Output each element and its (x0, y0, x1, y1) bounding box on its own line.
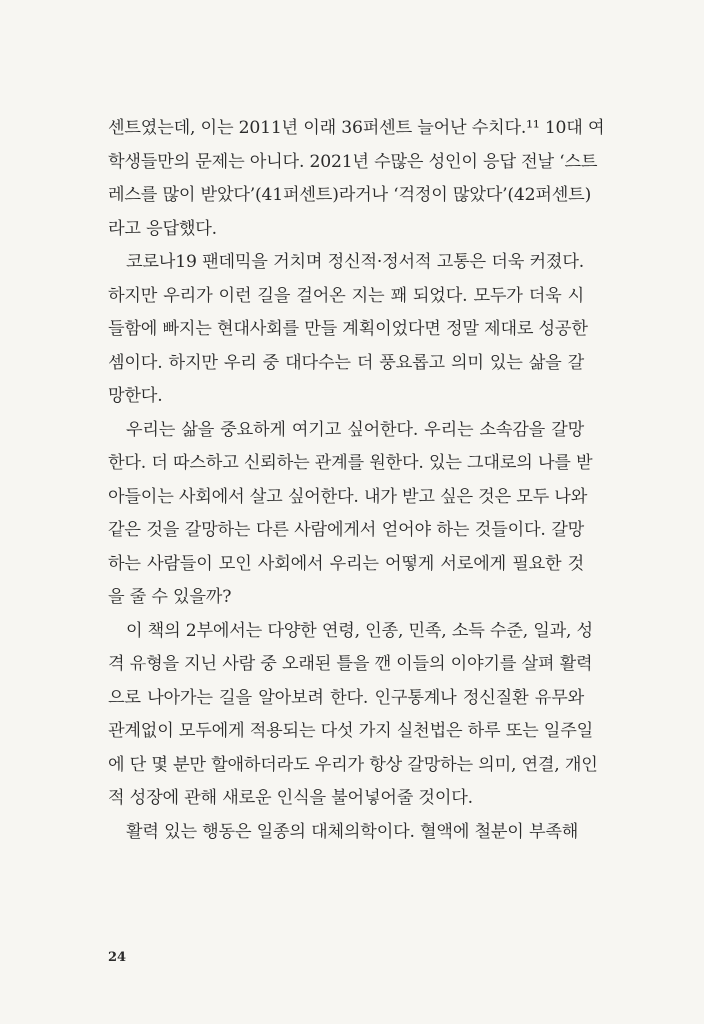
text-line: 하는 사람들이 모인 사회에서 우리는 어떻게 서로에게 필요한 것 (108, 553, 584, 574)
text-line: 이 책의 2부에서는 다양한 연령, 인종, 민족, 소득 수준, 일과, 성 (126, 620, 593, 641)
text-line: 우리는 삶을 중요하게 여기고 싶어한다. 우리는 소속감을 갈망 (126, 419, 584, 440)
page-number: 24 (108, 950, 127, 965)
text-line: 셈이다. 하지만 우리 중 대다수는 더 풍요롭고 의미 있는 삶을 갈 (108, 352, 584, 373)
text-line: 센트였는데, 이는 2011년 이래 36퍼센트 늘어난 수치다.¹¹ 10대 여 (108, 118, 605, 138)
text-line: 레스를 많이 받았다’(41퍼센트)라거나 ‘걱정이 많았다’(42퍼센트) (108, 185, 592, 205)
text-line: 하지만 우리가 이런 길을 걸어온 지는 꽤 되었다. 모두가 더욱 시 (108, 285, 584, 306)
text-line: 망한다. (108, 386, 163, 406)
text-line: 을 줄 수 있을까? (108, 587, 232, 607)
text-line: 학생들만의 문제는 아니다. 2021년 수많은 성인이 응답 전날 ‘스트 (108, 151, 598, 172)
text-line: 으로 나아가는 길을 알아보려 한다. 인구통계나 정신질환 유무와 (108, 687, 584, 708)
body-text (108, 112, 605, 849)
text-line: 들함에 빠지는 현대사회를 만들 계획이었다면 정말 제대로 성공한 (108, 319, 588, 339)
text-line: 관계없이 모두에게 적용되는 다섯 가지 실천법은 하루 또는 일주일 (108, 721, 593, 741)
text-line: 같은 것을 갈망하는 다른 사람에게서 얻어야 하는 것들이다. 갈망 (108, 520, 584, 540)
text-line: 아들이는 사회에서 살고 싶어한다. 내가 받고 싶은 것은 모두 나와 (108, 486, 588, 507)
text-line: 활력 있는 행동은 일종의 대체의학이다. 혈액에 철분이 부족해 (126, 821, 579, 842)
text-line: 라고 응답했다. (108, 218, 217, 239)
text-line: 한다. 더 따스하고 신뢰하는 관계를 원한다. 있는 그대로의 나를 받 (108, 453, 593, 473)
text-line: 적 성장에 관해 새로운 인식을 불어넣어줄 것이다. (108, 788, 473, 808)
text-line: 격 유형을 지닌 사람 중 오래된 틀을 깬 이들의 이야기를 살펴 활력 (108, 654, 593, 674)
text-line: 코로나19 팬데믹을 거치며 정신적·정서적 고통은 더욱 커졌다. (126, 252, 584, 272)
text-line: 에 단 몇 분만 할애하더라도 우리가 항상 갈망하는 의미, 연결, 개인 (108, 754, 598, 775)
